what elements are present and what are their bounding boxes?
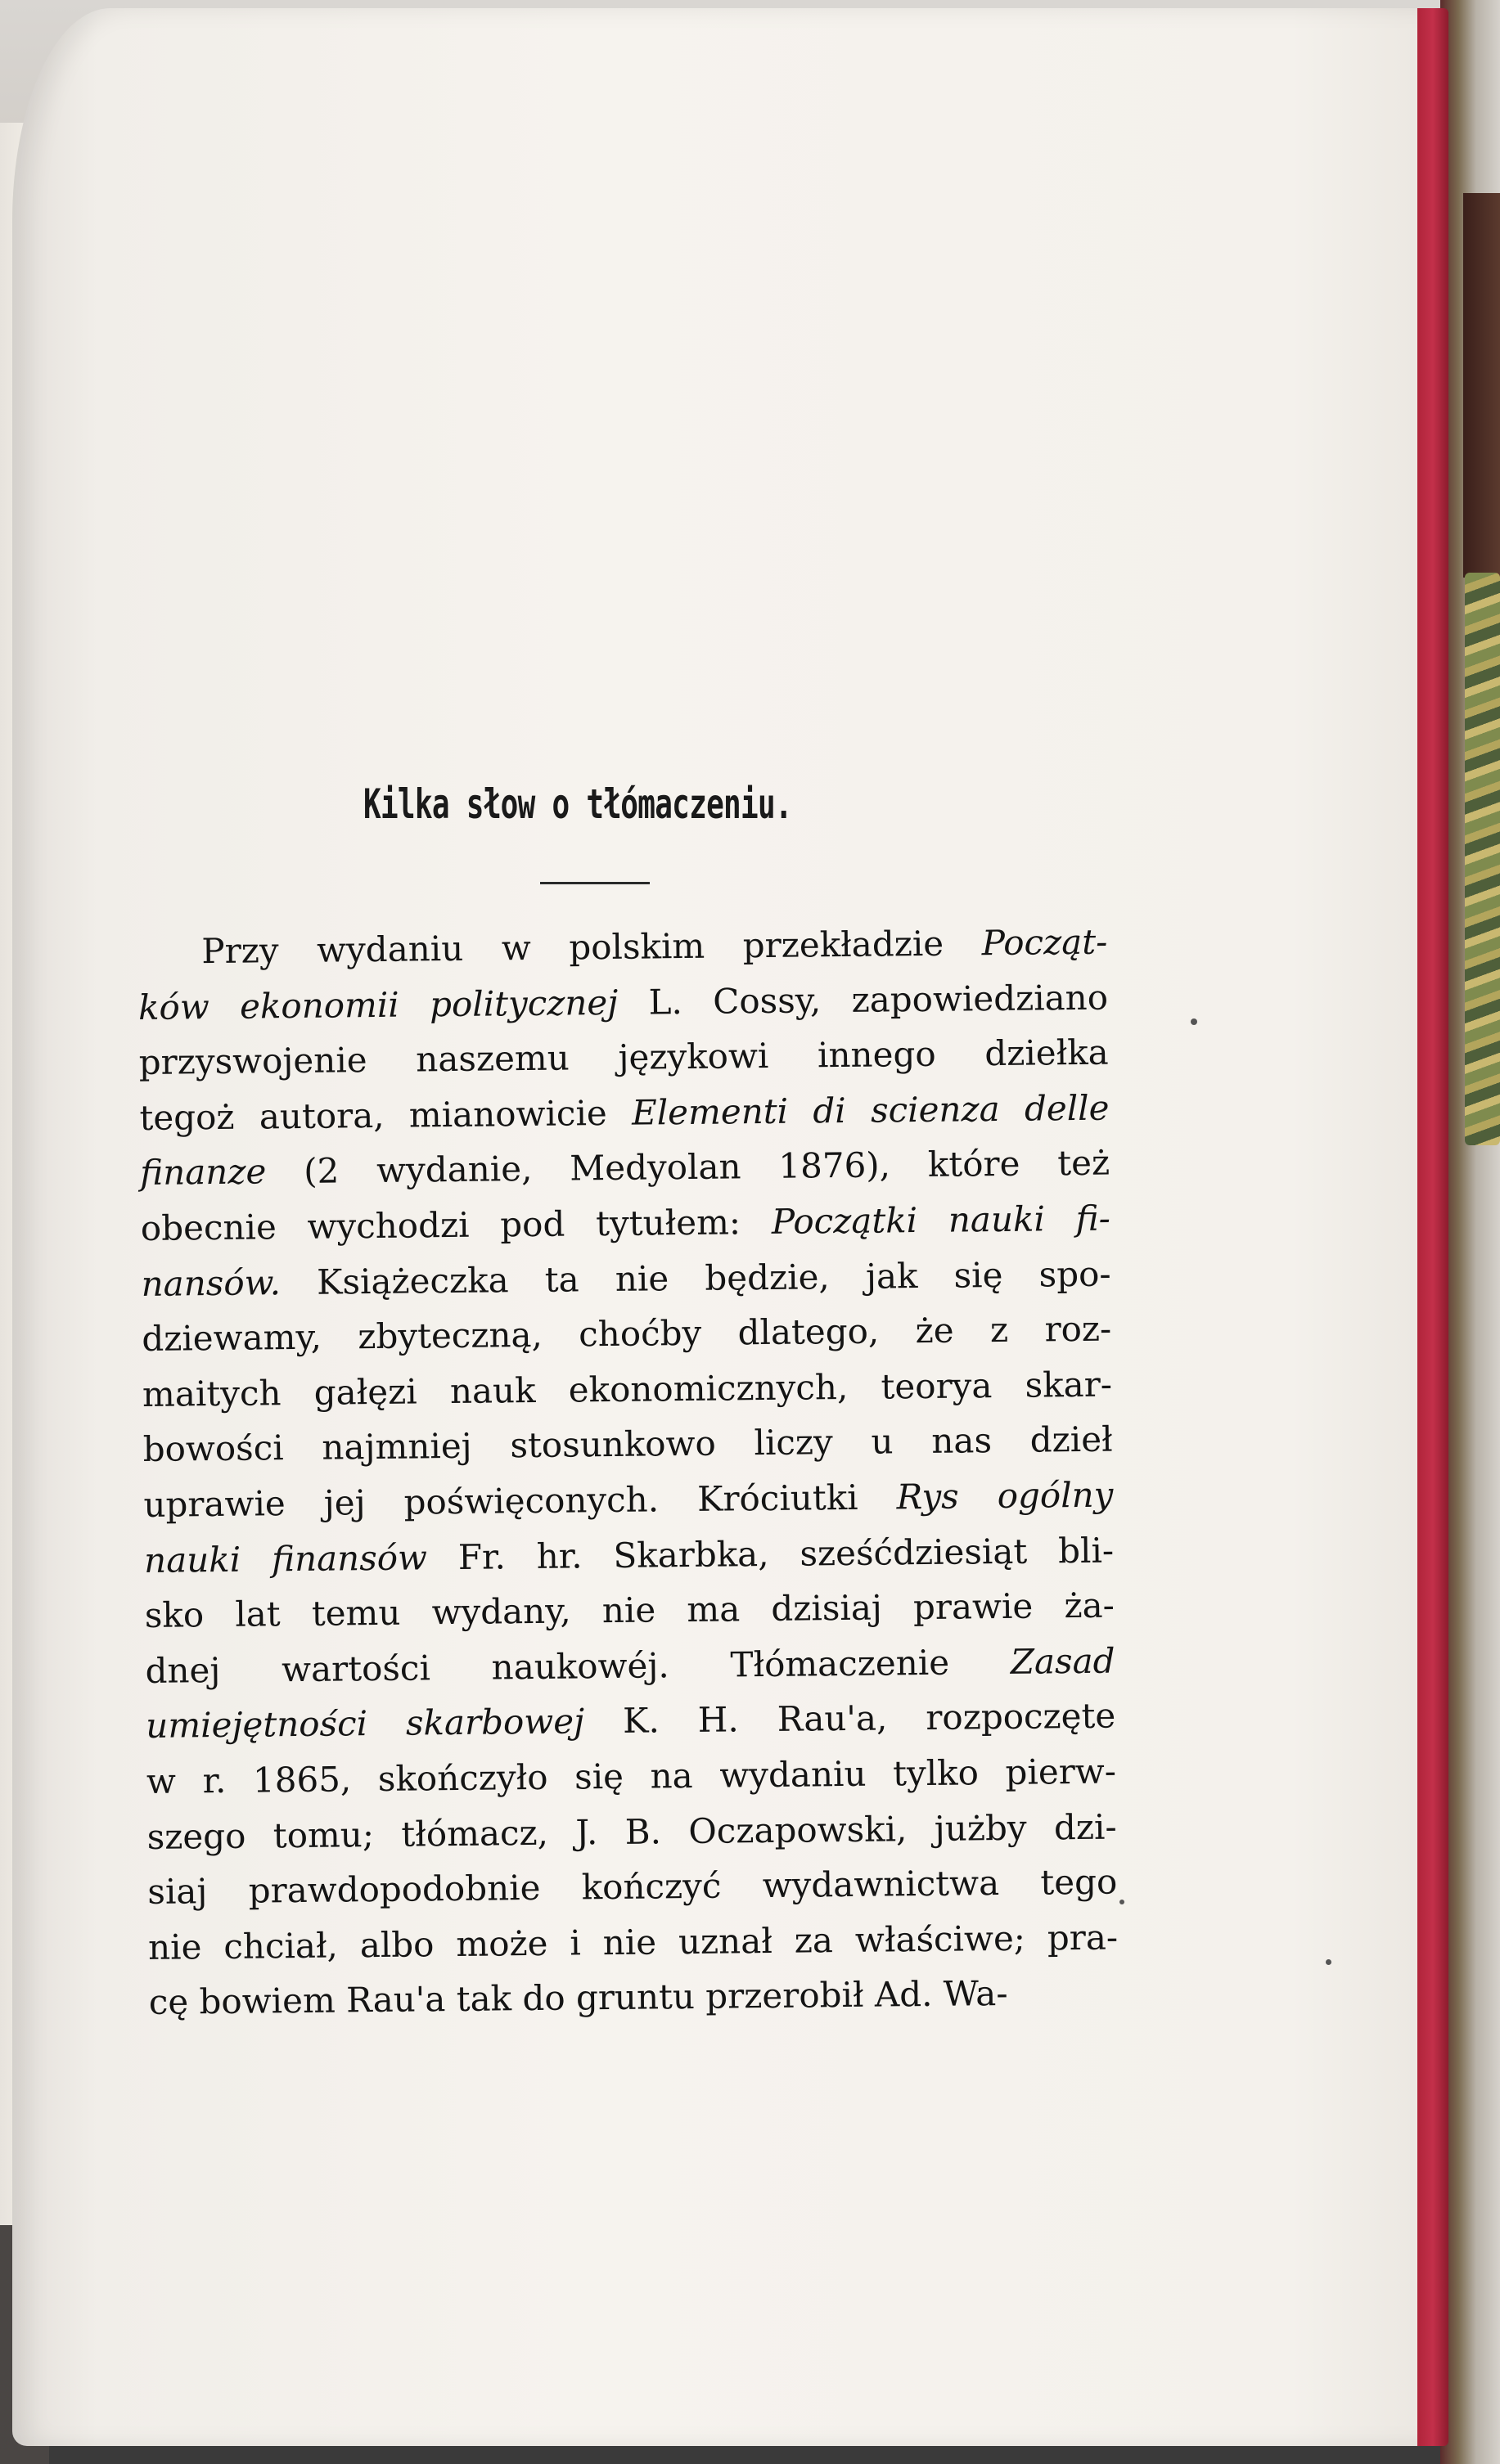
text-span: dnej wartości naukowéj. Tłómaczenie (145, 1641, 1011, 1691)
text-span: bowości najmniej stosunkowo liczy u nas dzieł (142, 1419, 1113, 1470)
text-line (141, 1191, 1111, 1257)
text-span: Książeczka ta nie będzie, jak się spo- (280, 1253, 1111, 1302)
text-line (147, 1855, 1118, 1920)
text-line (146, 1799, 1117, 1864)
italic-title: finanze (139, 1151, 267, 1194)
text-span: obecnie wychodzi pod tytułem: (140, 1201, 773, 1248)
text-line (142, 1302, 1112, 1367)
heading-rule (540, 882, 650, 884)
text-span: sko lat temu wydany, nie ma dzisiaj prawie ża- (144, 1585, 1115, 1636)
text-line (144, 1522, 1115, 1588)
text-line (146, 1743, 1117, 1809)
text-line (143, 1467, 1114, 1532)
text-span: L. Cossy, zapowiedziano (618, 977, 1109, 1023)
text-span: siaj prawdopodobnie kończyć wydawnictwa tego (147, 1861, 1118, 1913)
text-line (140, 1135, 1110, 1201)
italic-title: umiejętności skarbowej (146, 1701, 585, 1747)
page-heading: Kilka słow o tłómaczeniu. (363, 780, 792, 828)
marbled-endpaper (1465, 573, 1500, 1145)
text-line (137, 915, 1108, 980)
text-span: K. H. Rau'a, rozpoczęte (583, 1695, 1116, 1742)
text-line (142, 1412, 1113, 1477)
text-line (145, 1633, 1115, 1698)
text-span: nie chciał, albo może i nie uznał za właściwe; pra- (147, 1917, 1119, 1967)
text-span: uprawie jej poświęconych. Króciutki (143, 1477, 897, 1525)
text-span: Fr. hr. Skarbka, sześćdziesiąt bli- (426, 1530, 1115, 1577)
text-line (148, 1909, 1119, 1975)
italic-title: Elementi di scienza delle (631, 1087, 1110, 1133)
italic-title: ków ekonomii politycznej (137, 982, 619, 1027)
text-line (148, 1965, 1119, 2030)
italic-title: Początki nauki fi- (771, 1198, 1111, 1242)
text-span: cę bowiem Rau'a tak do gruntu przerobił Ad. Wa- (148, 1973, 1008, 2023)
italic-title: Począt- (981, 921, 1108, 964)
text-span: tegoż autora, mianowicie (139, 1092, 633, 1138)
text-span: (2 wydanie, Medyolan 1876), które też (266, 1142, 1110, 1192)
text-line (138, 969, 1109, 1035)
italic-title: Zasad (1010, 1640, 1115, 1682)
italic-title: nauki finansów (143, 1536, 428, 1580)
italic-title: nansów. (141, 1261, 282, 1304)
red-page-edge (1417, 8, 1448, 2446)
text-span: w r. 1865, skończyło się na wydaniu tylko pierw- (146, 1751, 1117, 1801)
text-line (141, 1246, 1111, 1311)
book-spine-block (1463, 193, 1500, 578)
text-span: Przy wydaniu w polskim przekładzie (201, 923, 982, 972)
body-text (137, 915, 1119, 2030)
text-line (142, 1356, 1113, 1422)
text-span: maitych gałęzi nauk ekonomicznych, teorya skar- (142, 1364, 1113, 1414)
text-span: szego tomu; tłómacz, J. B. Oczapowski, jużby dzi- (146, 1806, 1117, 1857)
italic-title: Rys ogólny (896, 1474, 1114, 1518)
text-span: dziewamy, zbyteczną, choćby dlatego, że z roz- (142, 1308, 1112, 1360)
ink-speck (1191, 1018, 1197, 1025)
ink-speck (1119, 1900, 1124, 1904)
text-line (144, 1578, 1115, 1643)
text-line (138, 1025, 1109, 1090)
text-line (139, 1080, 1110, 1145)
text-span: przyswojenie naszemu językowi innego dziełka (138, 1032, 1109, 1083)
ink-speck (1326, 1959, 1331, 1965)
text-line (146, 1688, 1116, 1754)
